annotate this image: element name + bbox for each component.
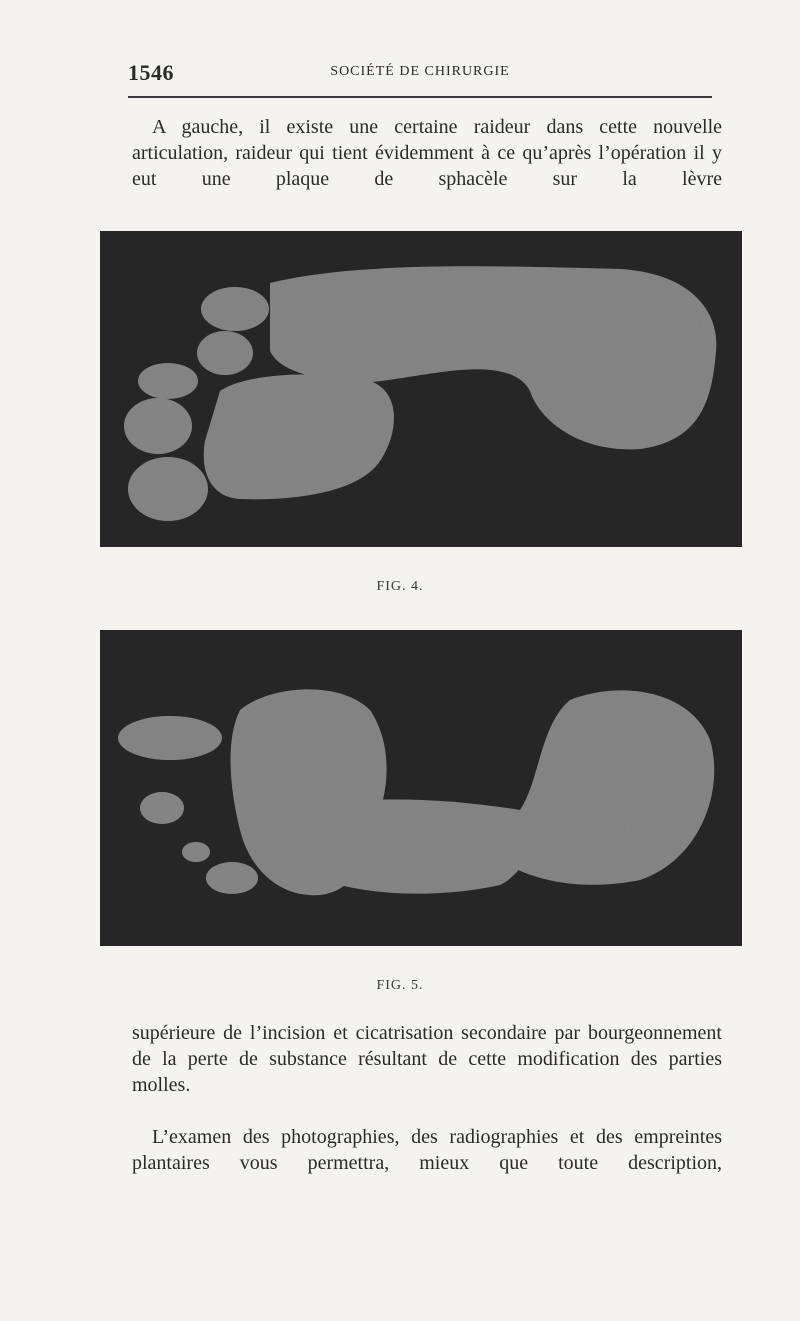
figure-4-footprint-photo [100, 231, 742, 547]
figure-4-caption: FIG. 4. [376, 579, 424, 594]
header-rule [128, 96, 712, 98]
running-head: SOCIÉTÉ DE CHIRURGIE [330, 64, 510, 79]
paragraph-3 [132, 1124, 722, 1176]
figure-5-caption: FIG. 5. [376, 978, 424, 993]
paragraph-1-text: A gauche, il existe une certaine raideur dans cette nouvelle articulation, raideur qui tient évidemment à ce qu’après l’opération il y eut une plaque de sphacèle sur la lèvre [132, 116, 722, 190]
paragraph-2-text: supérieure de l’incision et cicatrisation secondaire par bourgeonnement de la perte de substance résultant de cette modification des parties molles. [132, 1022, 722, 1096]
paragraph-2 [132, 1020, 722, 1098]
page-number: 1546 [128, 60, 174, 85]
page-header [128, 60, 712, 88]
paragraph-1 [132, 114, 722, 192]
paragraph-3-text: L’examen des photographies, des radiographies et des empreintes plantaires vous permettra, mieux que toute description, [132, 1126, 722, 1174]
figure-5-footprint-photo [100, 630, 742, 946]
